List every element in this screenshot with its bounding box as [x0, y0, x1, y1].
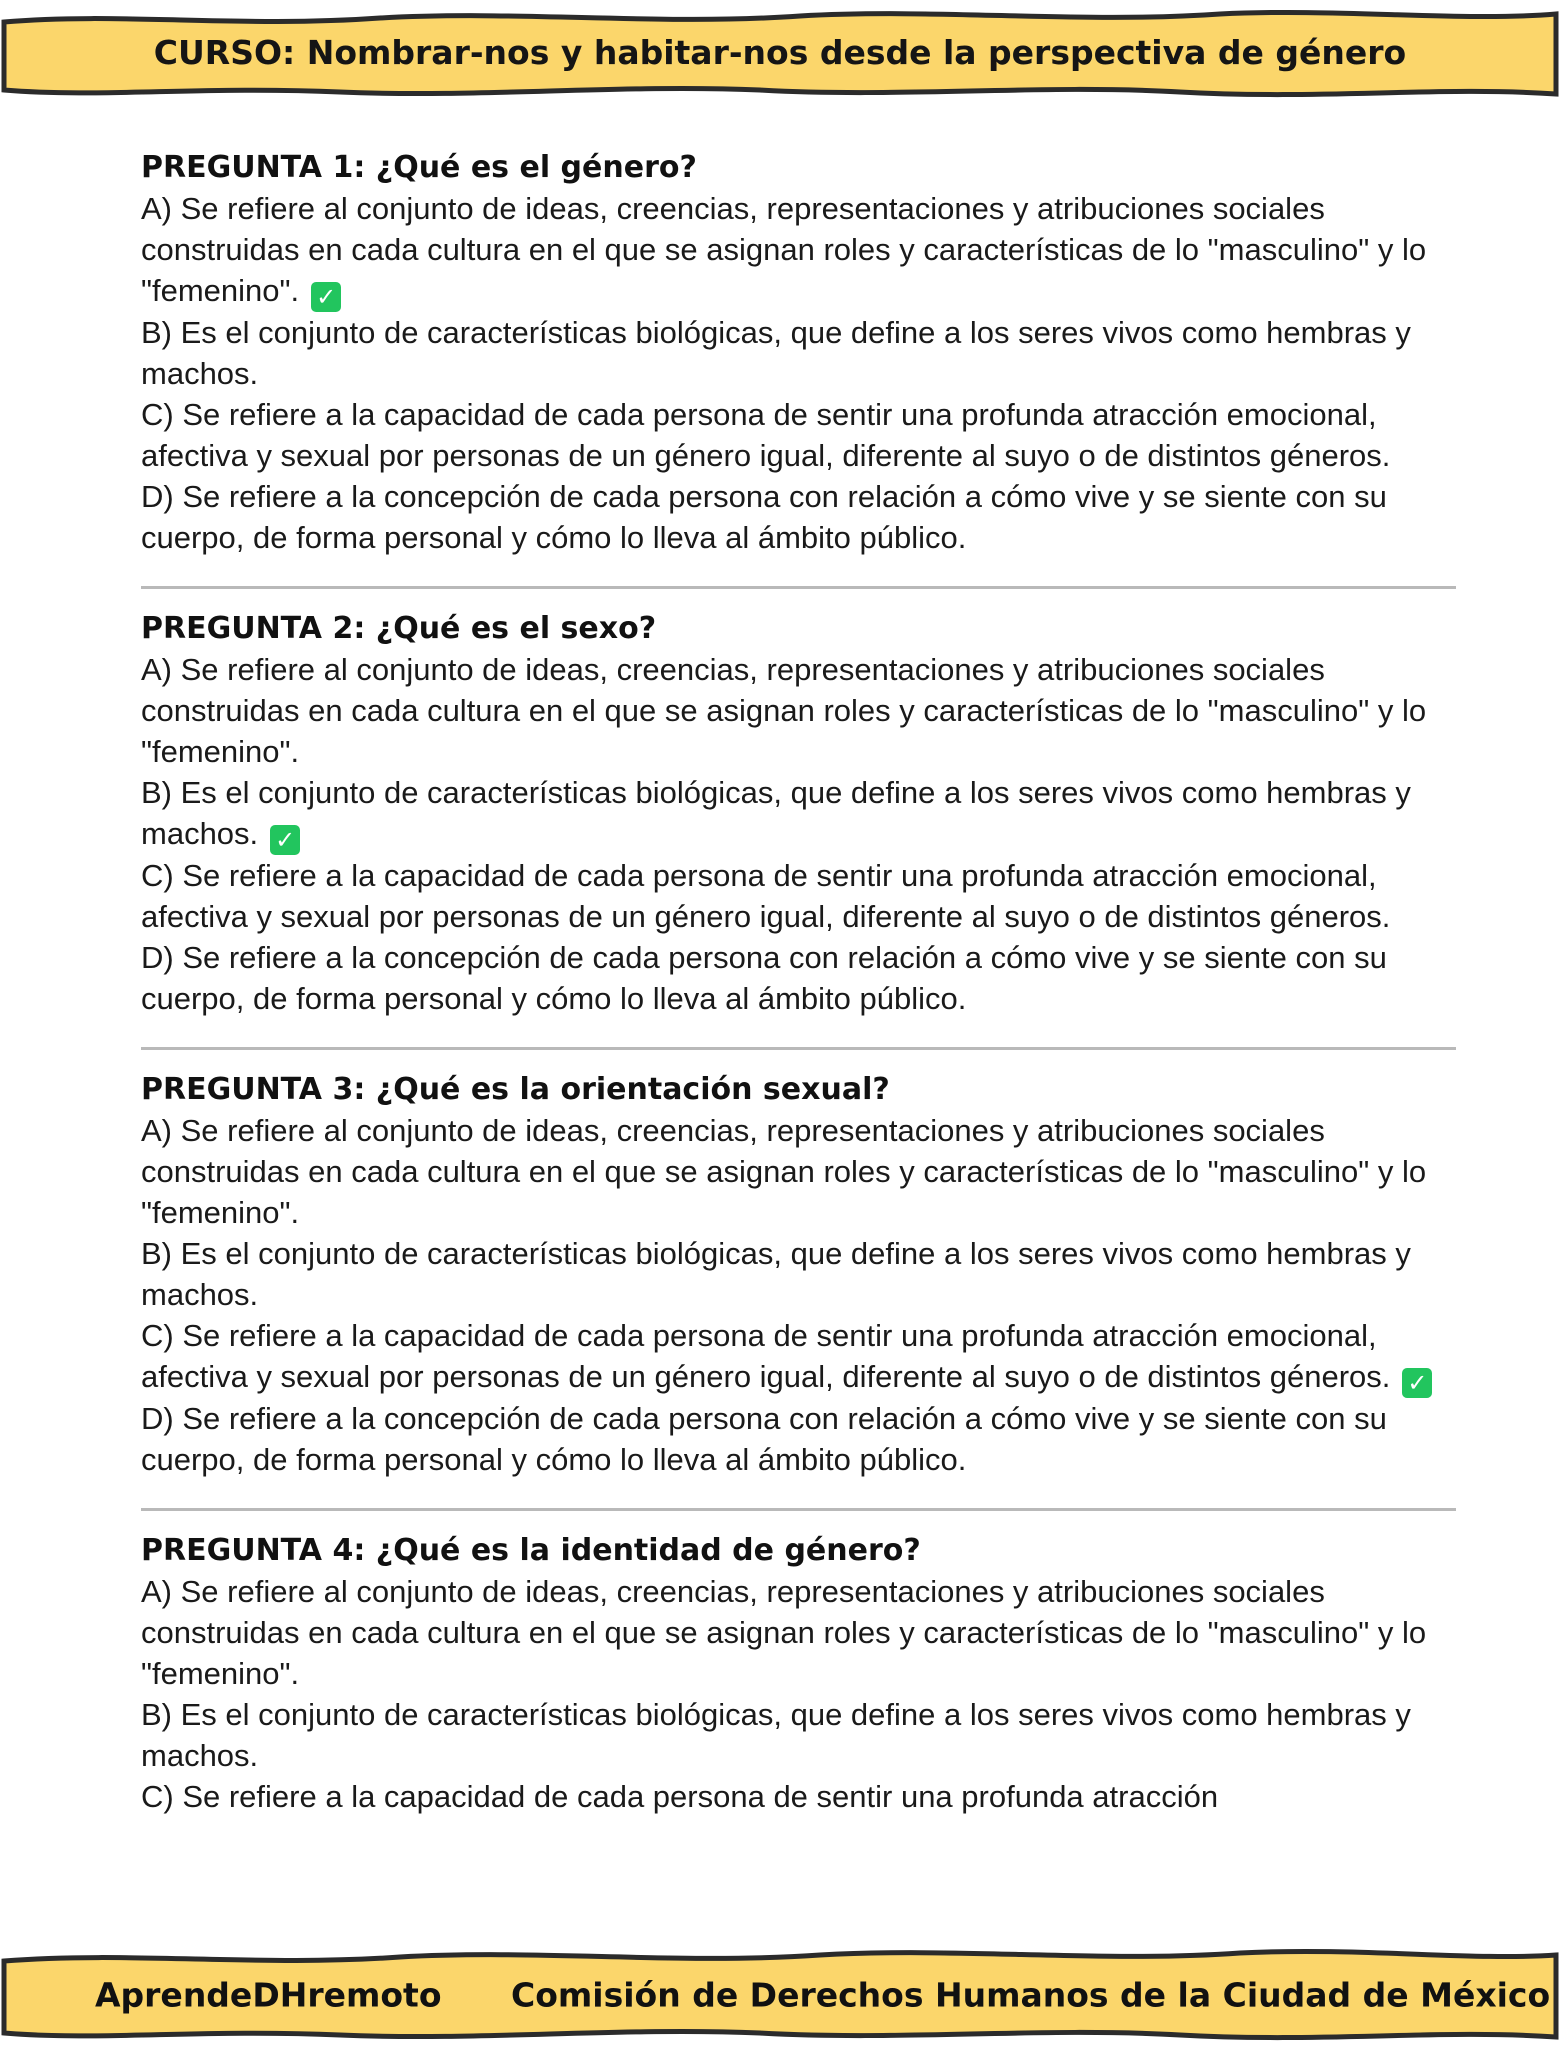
answer-option [141, 772, 1456, 855]
answer-option [141, 1110, 1456, 1233]
question-title: PREGUNTA 1: ¿Qué es el género? [141, 150, 697, 185]
header-banner [0, 0, 1560, 100]
answer-option [141, 1776, 1456, 1817]
divider [141, 586, 1456, 589]
answer-option-text: B) Es el conjunto de características biológicas, que define a los seres vivos como hembras y machos. [141, 315, 1411, 391]
answer-option-text: D) Se refiere a la concepción de cada persona con relación a cómo vive y se siente con su cuerpo, de forma personal y cómo lo lleva al ámbito público. [141, 940, 1387, 1016]
footer-banner [0, 1945, 1560, 2045]
quiz-content [141, 148, 1456, 1817]
course-title: CURSO: Nombrar-nos y habitar-nos desde la perspectiva de género [153, 32, 1407, 72]
answer-option [141, 1233, 1456, 1315]
check-icon: ✓ [311, 282, 341, 312]
question-title: PREGUNTA 4: ¿Qué es la identidad de género? [141, 1533, 921, 1568]
question-block [141, 1531, 1456, 1817]
footer-hashtag: AprendeDHremoto [95, 1975, 442, 2015]
answer-option-text: B) Es el conjunto de características biológicas, que define a los seres vivos como hembras y machos. [141, 775, 1411, 851]
answer-option-text: A) Se refiere al conjunto de ideas, creencias, representaciones y atribuciones sociales construidas en cada cultura en el que se asignan roles y características de lo "masculino" y lo "femenino". [141, 1574, 1427, 1691]
answer-option [141, 855, 1456, 937]
answer-option [141, 1571, 1456, 1694]
answer-option [141, 312, 1456, 394]
answer-option-text: B) Es el conjunto de características biológicas, que define a los seres vivos como hembras y machos. [141, 1697, 1411, 1773]
answer-option-text: B) Es el conjunto de características biológicas, que define a los seres vivos como hembras y machos. [141, 1236, 1411, 1312]
answer-option [141, 476, 1456, 558]
question-title: PREGUNTA 3: ¿Qué es la orientación sexual? [141, 1072, 890, 1107]
answer-option [141, 188, 1456, 312]
answer-option-text: C) Se refiere a la capacidad de cada persona de sentir una profunda atracción [141, 1779, 1219, 1814]
check-icon: ✓ [1402, 1368, 1432, 1398]
divider [141, 1508, 1456, 1511]
answer-option [141, 1398, 1456, 1480]
answer-option [141, 649, 1456, 772]
answer-option-text: A) Se refiere al conjunto de ideas, creencias, representaciones y atribuciones sociales construidas en cada cultura en el que se asignan roles y características de lo "masculino" y lo "femenino". [141, 1113, 1427, 1230]
answer-option [141, 937, 1456, 1019]
footer-organization: Comisión de Derechos Humanos de la Ciudad de México [511, 1975, 1551, 2015]
answer-option-text: C) Se refiere a la capacidad de cada persona de sentir una profunda atracción emocional, afectiva y sexual por personas de un género igual, diferente al suyo o de distintos géneros. [141, 397, 1391, 473]
answer-option-text: A) Se refiere al conjunto de ideas, creencias, representaciones y atribuciones sociales construidas en cada cultura en el que se asignan roles y características de lo "masculino" y lo "femenino". [141, 652, 1427, 769]
divider [141, 1047, 1456, 1050]
question-block [141, 609, 1456, 1019]
answer-option-text: C) Se refiere a la capacidad de cada persona de sentir una profunda atracción emocional, afectiva y sexual por personas de un género igual, diferente al suyo o de distintos géneros. [141, 858, 1391, 934]
question-title: PREGUNTA 2: ¿Qué es el sexo? [141, 611, 657, 646]
answer-option [141, 1694, 1456, 1776]
answer-option [141, 1315, 1456, 1398]
question-block [141, 1070, 1456, 1480]
answer-option-text: A) Se refiere al conjunto de ideas, creencias, representaciones y atribuciones sociales construidas en cada cultura en el que se asignan roles y características de lo "masculino" y lo "femenino". [141, 191, 1427, 308]
answer-option [141, 394, 1456, 476]
answer-option-text: C) Se refiere a la capacidad de cada persona de sentir una profunda atracción emocional, afectiva y sexual por personas de un género igual, diferente al suyo o de distintos géneros. [141, 1318, 1391, 1394]
answer-option-text: D) Se refiere a la concepción de cada persona con relación a cómo vive y se siente con su cuerpo, de forma personal y cómo lo lleva al ámbito público. [141, 479, 1387, 555]
answer-option-text: D) Se refiere a la concepción de cada persona con relación a cómo vive y se siente con su cuerpo, de forma personal y cómo lo lleva al ámbito público. [141, 1401, 1387, 1477]
check-icon: ✓ [270, 825, 300, 855]
question-block [141, 148, 1456, 558]
